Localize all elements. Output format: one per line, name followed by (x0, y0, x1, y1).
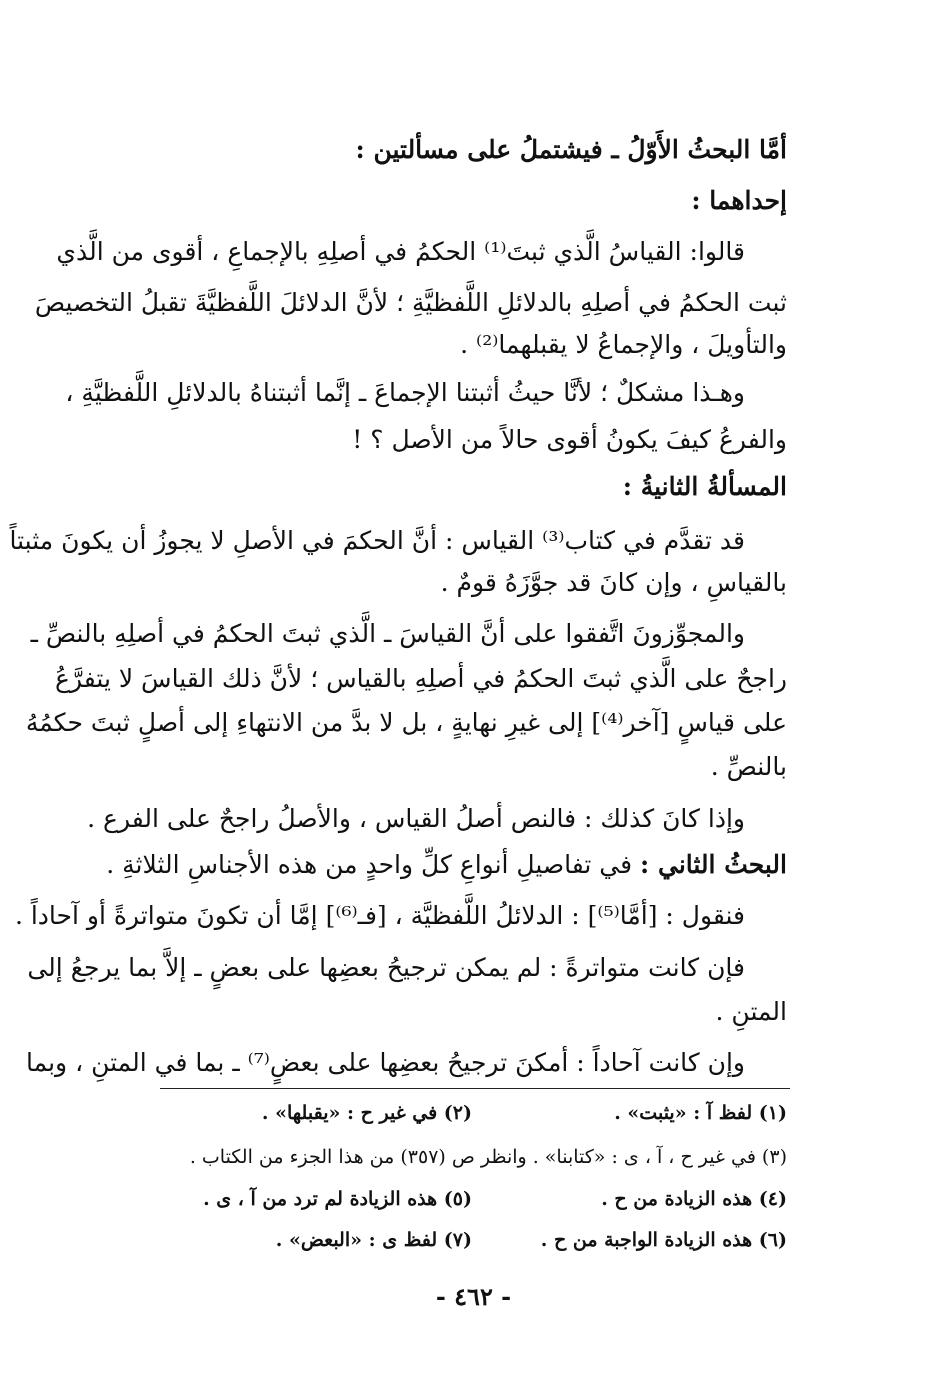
paragraph-line: وإن كانت آحاداً : أمكنَ ترجيحُ بعضِها على بعضٍ⁽⁷⁾ ـ بما في المتنِ ، وبما (26, 1048, 745, 1077)
paragraph-line: بالنصِّ . (710, 752, 787, 781)
paragraph-line: والفرعُ كيفَ يكونُ أقوى حالاً من الأصل ؟ ! (352, 425, 787, 454)
paragraph-line: والتأويلَ ، والإجماعُ لا يقبلهما⁽²⁾ . (460, 330, 787, 359)
paragraph-line: فنقول : [أمَّا⁽⁵⁾] : الدلائلُ اللَّفظيَّة ، [فـ⁽⁶⁾] إمَّا أن تكونَ متواترةً أو آحاداً . (14, 901, 745, 930)
footnote-6: (٦) هذه الزيادة الواجبة من ح . (540, 1229, 787, 1251)
heading-lead: البحثُ الثاني : (640, 850, 787, 879)
page-number: - ٤٦٢ - (435, 1282, 512, 1311)
paragraph-line: وهـذا مشكلٌ ؛ لأنَّا حيثُ أثبتنا الإجماعَ ـ إنَّما أثبتناهُ بالدلائلِ اللَّفظيَّةِ ، (65, 378, 745, 407)
paragraph-line: وإذا كانَ كذلك : فالنص أصلُ القياس ، والأصلُ راجحٌ على الفرع . (87, 804, 745, 833)
section-heading-second-inquiry (106, 848, 787, 882)
footnote-4: (٤) هذه الزيادة من ح . (601, 1188, 787, 1210)
paragraph-line: ثبت الحكمُ في أصلِهِ بالدلائلِ اللَّفظيَّةِ ؛ لأنَّ الدلائلَ اللَّفظيَّةَ تقبلُ التخصيصَ (34, 288, 787, 317)
paragraph-line: راجحٌ على الَّذي ثبتَ الحكمُ في أصلِهِ بالقياس ؛ لأنَّ ذلك القياسَ لا يتفرَّعُ (55, 664, 787, 693)
paragraph-line: قد تقدَّم في كتاب⁽³⁾ القياس : أنَّ الحكمَ في الأصلِ لا يجوزُ أن يكونَ مثبتاً (9, 526, 745, 555)
paragraph-line: المتنِ . (715, 997, 787, 1026)
footnote-3: (٣) في غير ح ، آ ، ى : «كتابنا» . وانظر ص (٣٥٧) من هذا الجزء من الكتاب . (189, 1146, 787, 1168)
heading-rest: في تفاصيلِ أنواعِ كلِّ واحدٍ من هذه الأجناسِ الثلاثةِ . (106, 850, 641, 879)
paragraph-line: والمجوِّزونَ اتَّفقوا على أنَّ القياسَ ـ الَّذي ثبتَ الحكمُ في أصلِهِ بالنصِّ ـ (30, 619, 745, 648)
paragraph-line: قالوا: القياسُ الَّذي ثبتَ⁽¹⁾ الحكمُ في أصلِهِ بالإجماعِ ، أقوى من الَّذي (56, 237, 745, 266)
footnote-5: (٥) هذه الزيادة لم ترد من آ ، ى . (203, 1188, 472, 1210)
footnote-separator (160, 1088, 790, 1089)
subheading-second-issue: المسألةُ الثانيةُ : (622, 472, 787, 501)
footnote-7: (٧) لفظ ى : «البعض» . (275, 1229, 472, 1251)
paragraph-line: فإن كانت متواترةً : لم يمكن ترجيحُ بعضِها على بعضٍ ـ إلاَّ بما يرجعُ إلى (27, 953, 745, 982)
footnote-1: (١) لفظ آ : «يثبت» . (614, 1102, 787, 1124)
paragraph-line: بالقياسِ ، وإن كانَ قد جوَّزَهُ قومٌ . (440, 568, 787, 597)
section-heading-first-inquiry: أمَّا البحثُ الأَوّلُ ـ فيشتملُ على مسألتين : (355, 135, 787, 164)
subheading-first-issue: إحداهما : (691, 186, 787, 215)
footnote-2: (٢) في غير ح : «يقبلها» . (261, 1102, 472, 1124)
paragraph-line: على قياسٍ [آخر⁽⁴⁾] إلى غيرِ نهايةٍ ، بل لا بدَّ من الانتهاءِ إلى أصلٍ ثبتَ حكمُهُ (25, 708, 787, 737)
